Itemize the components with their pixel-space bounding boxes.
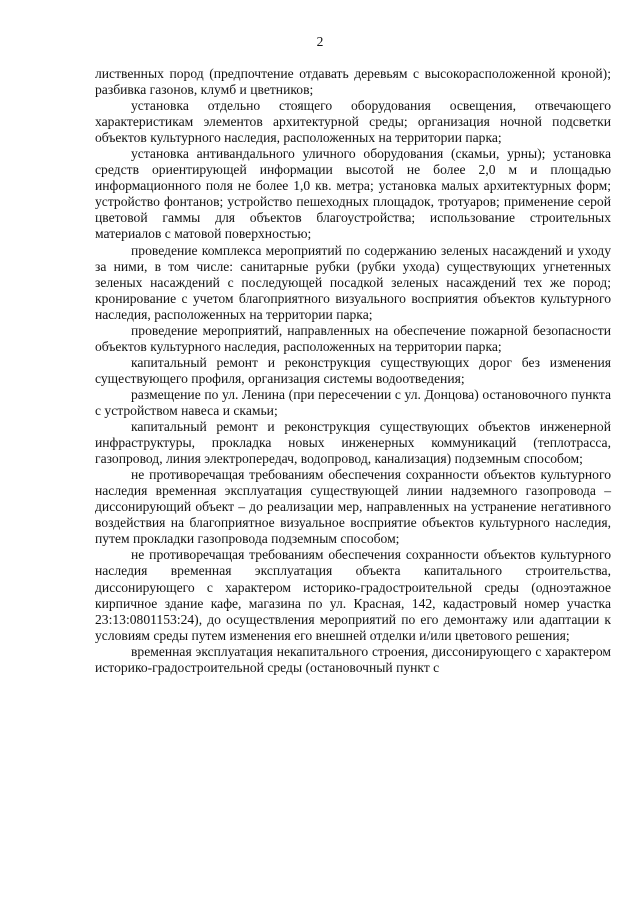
paragraph-street-equipment: установка антивандального уличного оборудования (скамьи, урны); установка средств ориентирующей информации высотой не более 2,0 м и площадью информационного поля не более 1,0 кв. метра; установка малых архитектурных форм; устройство фонтанов; устройство пешеходных площадок, тротуаров; применение серой цветовой гаммы для объектов благоустройства; использование строительных материалов с матовой поверхностью; xyxy=(95,146,611,242)
paragraph-bus-stop: размещение по ул. Ленина (при пересечении с ул. Донцова) остановочного пункта с устройством навеса и скамьи; xyxy=(95,386,611,418)
paragraph-fire-safety: проведение мероприятий, направленных на обеспечение пожарной безопасности объектов культурного наследия, расположенных на территории парка; xyxy=(95,322,611,354)
paragraph-infrastructure: капитальный ремонт и реконструкция существующих объектов инженерной инфраструктуры, прокладка новых инженерных коммуникаций (теплотрасса, газопровод, линия электропередач, водопровод, канализация) подземным способом; xyxy=(95,419,611,467)
page-number: 2 xyxy=(316,34,324,49)
document-body xyxy=(95,66,611,676)
paragraph-road-repair: капитальный ремонт и реконструкция существующих дорог без изменения существующего профиля, организация системы водоотведения; xyxy=(95,354,611,386)
paragraph-lighting: установка отдельно стоящего оборудования освещения, отвечающего характеристикам элементов архитектурной среды; организация ночной подсветки объектов культурного наследия, расположенных на территории парка; xyxy=(95,98,611,146)
paragraph-green-maintenance: проведение комплекса мероприятий по содержанию зеленых насаждений и уходу за ними, в том числе: санитарные рубки (рубки ухода) существующих угнетенных зеленых насаждений с последующей посадкой зеленых насаждений тех же пород; кронирование с учетом благоприятного визуального восприятия объектов культурного наследия, расположенных на территории парка; xyxy=(95,242,611,322)
paragraph-trees-lawns: лиственных пород (предпочтение отдавать деревьям с высокорасположенной кроной); разбивка газонов, клумб и цветников; xyxy=(95,66,611,98)
paragraph-gas-pipeline: не противоречащая требованиям обеспечения сохранности объектов культурного наследия временная эксплуатация существующей линии надземного газопровода – диссонирующий объект – до реализации мер, направленных на устранение негативного воздействия на благоприятное визуальное восприятие объектов культурного наследия, путем прокладки газопровода подземным способом; xyxy=(95,467,611,547)
paragraph-cafe-building: не противоречащая требованиям обеспечения сохранности объектов культурного наследия временная эксплуатация объекта капитального строительства, диссонирующего с характером историко-градостроительной среды (одноэтажное кирпичное здание кафе, магазина по ул. Красная, 142, кадастровый номер участка 23:13:0801153:24), до осуществления мероприятий по его демонтажу или адаптации к условиям среды путем изменения его внешней отделки и/или цветового решения; xyxy=(95,547,611,643)
paragraph-temporary-structure: временная эксплуатация некапитального строения, диссонирующего с характером историко-градостроительной среды (остановочный пункт с xyxy=(95,643,611,675)
